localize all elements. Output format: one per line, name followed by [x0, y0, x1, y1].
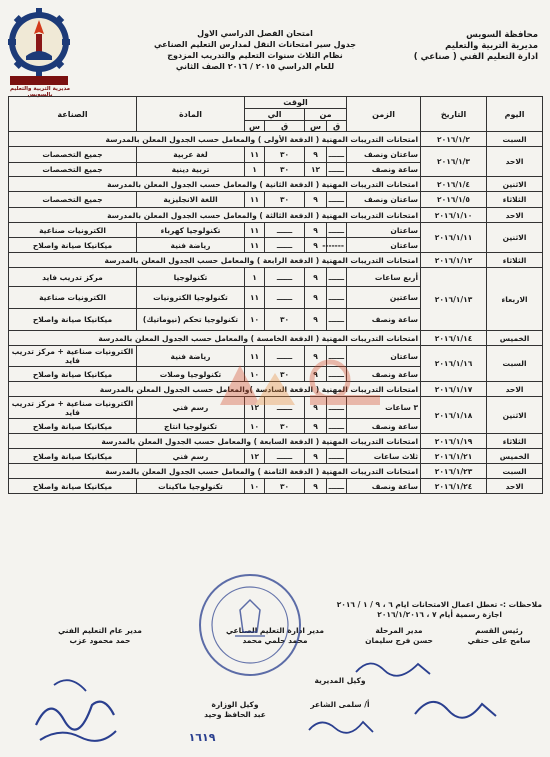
signature-ministry-deputy	[190, 700, 280, 720]
cell-day: السبت	[487, 132, 543, 147]
note-line-2: اجازة رسمية أيام ٧ ، ٢٠١٦/١/٢٠١٦	[377, 610, 502, 619]
signature-general-manager	[40, 626, 160, 646]
signature-head-of-section	[455, 626, 543, 646]
cell-specialty: ميكانيكا صيانة واصلاح	[9, 479, 137, 494]
handwritten-signature-deputy	[305, 712, 375, 740]
cell-note: امتحانات التدريبات المهنية ( الدفعة الثالثة ) والمعامل حسب الجدول المعلن بالمدرسة	[9, 208, 421, 223]
cell-from-hour: ٩	[305, 367, 327, 382]
cell-period: ساعتان	[347, 238, 421, 253]
signature-stage-director	[355, 626, 443, 646]
cell-period: ساعة ونصف	[347, 479, 421, 494]
directorate-logo	[6, 6, 72, 86]
cell-subject: اللغة الانجليزية	[137, 192, 245, 208]
cell-period: ساعة ونصف	[347, 309, 421, 331]
cell-note: امتحانات التدريبات المهنية ( الدفعة الثامنة ) والمعامل حسب الجدول المعلن بالمدرسة	[9, 464, 421, 479]
header-title	[150, 28, 360, 72]
cell-specialty: الكترونيات صناعية	[9, 223, 137, 238]
sig-name: حمد محمود عزب	[69, 636, 131, 645]
cell-period: ساعتين	[347, 287, 421, 309]
cell-specialty: الكترونيات صناعية + مركز تدريب فايد	[9, 346, 137, 367]
cell-period: ثلاث ساعات	[347, 449, 421, 464]
cell-to-minutes: ٣٠	[265, 419, 305, 434]
table-row	[9, 464, 543, 479]
col-specialty: الصناعة	[9, 97, 137, 132]
cell-from-hour: ٩	[305, 397, 327, 419]
cell-date: ٢٠١٦/١/١٨	[421, 397, 487, 434]
cell-to-minutes: ــــــ	[265, 287, 305, 309]
col-time: الوقت	[245, 97, 347, 109]
cell-from-minutes: ــــــ	[327, 449, 347, 464]
sig-title: رئيس القسم	[475, 626, 523, 635]
cell-period: ٣ ساعات	[347, 397, 421, 419]
table-row	[9, 132, 543, 147]
cell-to-minutes: ــــــ	[265, 346, 305, 367]
cell-to-hour: ١١	[245, 223, 265, 238]
cell-subject: رسم فني	[137, 449, 245, 464]
table-row	[9, 449, 543, 464]
col-subject: المادة	[137, 97, 245, 132]
cell-note: امتحانات التدريبات المهنية ( الدفعة الأولى ) والمعامل حسب الجدول المعلن بالمدرسة	[9, 132, 421, 147]
cell-from-minutes: ــــــ	[327, 309, 347, 331]
cell-subject: رسم فني	[137, 397, 245, 419]
sig-name: عبد الحافظ وحيد	[204, 710, 266, 719]
table-row	[9, 331, 543, 346]
table-row	[9, 346, 543, 367]
cell-to-minutes: ٣٠	[265, 367, 305, 382]
cell-from-hour: ٩	[305, 479, 327, 494]
cell-subject: تكنولوجيا ماكينات	[137, 479, 245, 494]
sig-title: مدير عام التعليم الفني	[58, 626, 142, 635]
cell-from-hour: ١٢	[305, 163, 327, 177]
handwritten-signature-head	[410, 686, 500, 726]
cell-period: ساعتان	[347, 223, 421, 238]
col-from-m: ق	[327, 121, 347, 132]
cell-to-minutes: ٣٠	[265, 309, 305, 331]
cell-to-hour: ١١	[245, 192, 265, 208]
cell-specialty: ميكانيكا صيانة واصلاح	[9, 419, 137, 434]
cell-specialty: ميكانيكا صيانة واصلاح	[9, 449, 137, 464]
cell-from-hour: ٩	[305, 449, 327, 464]
cell-to-hour: ١٠	[245, 479, 265, 494]
cell-date: ٢٠١٦/١/٤	[421, 177, 487, 192]
cell-from-minutes: ــــــ	[327, 479, 347, 494]
directorate-line: مديرية التربية والتعليم	[445, 41, 538, 51]
administration-line: ادارة التعليم الفني ( صناعي )	[413, 52, 538, 62]
cell-day: الاثنين	[487, 177, 543, 192]
cell-subject: تكنولوجيا كهرباء	[137, 223, 245, 238]
cell-from-minutes: ــــــ	[327, 367, 347, 382]
schedule-body	[9, 132, 543, 494]
logo-caption: مديرية التربية والتعليم بالسويس	[9, 86, 71, 98]
cell-day: الاثنين	[487, 223, 543, 253]
cell-from-minutes: ــــــ	[327, 419, 347, 434]
cell-from-hour: ٩	[305, 223, 327, 238]
official-stamp	[195, 570, 305, 680]
cell-note: امتحانات التدريبات المهنية ( الدفعة الرابعة ) والمعامل حسب الجدول المعلن بالمدرسة	[9, 253, 421, 268]
cell-specialty: مركز تدريب فايد	[9, 268, 137, 287]
cell-subject: تكنولوجيا	[137, 268, 245, 287]
table-row	[9, 147, 543, 163]
cell-day: السبت	[487, 464, 543, 479]
col-period: الزمن	[347, 97, 421, 132]
exam-schedule-table	[8, 96, 543, 494]
cell-day: الاحد	[487, 208, 543, 223]
cell-specialty: ميكانيكا صيانة واصلاح	[9, 367, 137, 382]
sig-name: حسن فرج سليمان	[365, 636, 433, 645]
cell-to-minutes: ٣٠	[265, 479, 305, 494]
cell-specialty: جميع التخصصات	[9, 163, 137, 177]
cell-to-hour: ١١	[245, 238, 265, 253]
cell-date: ٢٠١٦/١/١٩	[421, 434, 487, 449]
cell-date: ٢٠١٦/١/٢١	[421, 449, 487, 464]
cell-date: ٢٠١٦/١/١٢	[421, 253, 487, 268]
table-row	[9, 268, 543, 287]
cell-day: الثلاثاء	[487, 434, 543, 449]
cell-subject: تكنولوجيا انتاج	[137, 419, 245, 434]
cell-from-minutes: ــــــ	[327, 223, 347, 238]
cell-period: ساعتان	[347, 346, 421, 367]
cell-to-hour: ١٠	[245, 419, 265, 434]
cell-subject: تربية دينية	[137, 163, 245, 177]
cell-from-hour: ٩	[305, 309, 327, 331]
cell-date: ٢٠١٦/١/٣	[421, 147, 487, 177]
sig-name: سامح على حنفي	[467, 636, 531, 645]
cell-subject: تكنولوجيا الكترونيات	[137, 287, 245, 309]
year-line: للعام الدراسي ٢٠١٥ / ٢٠١٦ الصف الثاني	[175, 62, 335, 71]
cell-to-minutes: ٣٠	[265, 163, 305, 177]
cell-period: ساعة ونصف	[347, 163, 421, 177]
sig-title: مدير المرحلة	[375, 626, 423, 635]
cell-to-minutes: ــــــ	[265, 268, 305, 287]
cell-day: الثلاثاء	[487, 253, 543, 268]
table-row	[9, 479, 543, 494]
cell-to-hour: ١٠	[245, 309, 265, 331]
cell-subject: تكنولوجيا تحكم (نيوماتيك)	[137, 309, 245, 331]
col-to: الي	[245, 109, 305, 121]
cell-date: ٢٠١٦/١/١٦	[421, 346, 487, 382]
col-day: اليوم	[487, 97, 543, 132]
cell-note: امتحانات التدريبات المهنية ( الدفعة السابعة ) والمعامل حسب الجدول المعلن بالمدرسة	[9, 434, 421, 449]
cell-specialty: الكترونيات صناعية	[9, 287, 137, 309]
cell-period: أربع ساعات	[347, 268, 421, 287]
cell-to-hour: ١	[245, 268, 265, 287]
note-line-1: ملاحظات :- تعطل اعمال الامتحانات ايام ٦ ، ٩ / ١ / ٢٠١٦	[336, 600, 542, 609]
table-row	[9, 192, 543, 208]
table-row	[9, 223, 543, 238]
cell-date: ٢٠١٦/١/٥	[421, 192, 487, 208]
cell-day: الخميس	[487, 331, 543, 346]
cell-day: الاربعاء	[487, 268, 543, 331]
sig-title: وكيل المديرية	[314, 676, 366, 685]
cell-date: ٢٠١٦/١/١٣	[421, 268, 487, 331]
cell-to-hour: ١	[245, 163, 265, 177]
handwritten-signature-stage	[352, 652, 432, 682]
cell-to-hour: ١٢	[245, 397, 265, 419]
cell-to-minutes: ٣٠	[265, 192, 305, 208]
cell-to-hour: ١٠	[245, 367, 265, 382]
cell-from-minutes: ــــــ	[327, 147, 347, 163]
exam-title: امتحان الفصل الدراسي الاول	[197, 29, 313, 38]
table-row	[9, 177, 543, 192]
schedule-title: جدول سير امتحانات النقل لمدارس التعليم الصناعي	[154, 40, 356, 49]
cell-to-hour: ١١	[245, 346, 265, 367]
cell-from-hour: ٩	[305, 346, 327, 367]
cell-day: الخميس	[487, 449, 543, 464]
cell-period: ساعة ونصف	[347, 419, 421, 434]
cell-from-hour: ٩	[305, 287, 327, 309]
cell-specialty: ميكانيكا صيانة واصلاح	[9, 238, 137, 253]
cell-to-hour: ١٢	[245, 449, 265, 464]
sig-name: محمد حلمي محمد	[242, 636, 308, 645]
cell-from-minutes: ــــــ	[327, 287, 347, 309]
cell-date: ٢٠١٦/١/١١	[421, 223, 487, 253]
cell-from-hour: ٩	[305, 238, 327, 253]
col-to-m: ق	[265, 121, 305, 132]
cell-from-minutes: ــــــ	[327, 192, 347, 208]
cell-subject: رياضة فنية	[137, 238, 245, 253]
header-authority	[408, 30, 538, 63]
sig-name: أ/ سلمى الشاعر	[310, 700, 370, 709]
sig-title: وكيل الوزارة	[211, 700, 259, 709]
cell-from-minutes: ــــــ	[327, 268, 347, 287]
cell-to-hour: ١١	[245, 147, 265, 163]
handwritten-number: ١٦١٩	[188, 731, 216, 744]
cell-to-minutes: ــــــ	[265, 397, 305, 419]
cell-specialty: جميع التخصصات	[9, 192, 137, 208]
cell-date: ٢٠١٦/١/٢	[421, 132, 487, 147]
cell-date: ٢٠١٦/١/١٧	[421, 382, 487, 397]
cell-date: ٢٠١٦/١/١٠	[421, 208, 487, 223]
cell-subject: تكنولوجيا وصلات	[137, 367, 245, 382]
cell-to-minutes: ٣٠	[265, 147, 305, 163]
cell-to-minutes: ــــــ	[265, 223, 305, 238]
cell-period: ساعة ونصف	[347, 367, 421, 382]
cell-from-minutes: ــــــ	[327, 346, 347, 367]
col-date: التاريخ	[421, 97, 487, 132]
cell-from-hour: ٩	[305, 192, 327, 208]
table-row	[9, 382, 543, 397]
cell-date: ٢٠١٦/١/١٤	[421, 331, 487, 346]
cell-to-hour: ١١	[245, 287, 265, 309]
cell-from-minutes: -------	[327, 238, 347, 253]
cell-date: ٢٠١٦/١/٢٣	[421, 464, 487, 479]
cell-specialty: ميكانيكا صيانة واصلاح	[9, 309, 137, 331]
cell-note: امتحانات التدريبات المهنية ( الدفعة الثانية ) والمعامل حسب الجدول المعلن بالمدرسة	[9, 177, 421, 192]
cell-from-hour: ٩	[305, 147, 327, 163]
cell-specialty: جميع التخصصات	[9, 147, 137, 163]
table-row	[9, 397, 543, 419]
table-row	[9, 253, 543, 268]
cell-subject: رياضة فنية	[137, 346, 245, 367]
col-from: من	[305, 109, 347, 121]
handwritten-signature-gm	[30, 665, 120, 750]
col-from-h: س	[305, 121, 327, 132]
cell-subject: لغة عربية	[137, 147, 245, 163]
cell-specialty: الكترونيات صناعية + مركز تدريب فايد	[9, 397, 137, 419]
col-to-h: س	[245, 121, 265, 132]
cell-day: الاحد	[487, 382, 543, 397]
cell-note: امتحانات التدريبات المهنية ( الدفعة السادسة )والمعامل حسب الجدول المعلن بالمدرسة	[9, 382, 421, 397]
cell-from-minutes: ــــــ	[327, 163, 347, 177]
system-line: نظام الثلاث سنوات التعليم والتدريب المزدوج	[167, 51, 343, 60]
cell-date: ٢٠١٦/١/٢٤	[421, 479, 487, 494]
table-row	[9, 208, 543, 223]
cell-period: ساعتان ونصف	[347, 192, 421, 208]
cell-day: الاحد	[487, 147, 543, 177]
governorate-line: محافظة السويس	[466, 30, 538, 40]
cell-day: الثلاثاء	[487, 192, 543, 208]
cell-to-minutes: ــــــ	[265, 449, 305, 464]
table-row	[9, 434, 543, 449]
cell-from-minutes: ــــــ	[327, 397, 347, 419]
cell-to-minutes: ــــــ	[265, 238, 305, 253]
cell-day: السبت	[487, 346, 543, 382]
cell-period: ساعتان ونصف	[347, 147, 421, 163]
sig-title: مدير ادارة التعليم الصناعي	[225, 626, 325, 635]
cell-day: الاثنين	[487, 397, 543, 434]
cell-day: الاحد	[487, 479, 543, 494]
cell-note: امتحانات التدريبات المهنية ( الدفعة الخامسة ) والمعامل حسب الجدول المعلن بالمدرسة	[9, 331, 421, 346]
cell-from-hour: ٩	[305, 419, 327, 434]
cell-from-hour: ٩	[305, 268, 327, 287]
